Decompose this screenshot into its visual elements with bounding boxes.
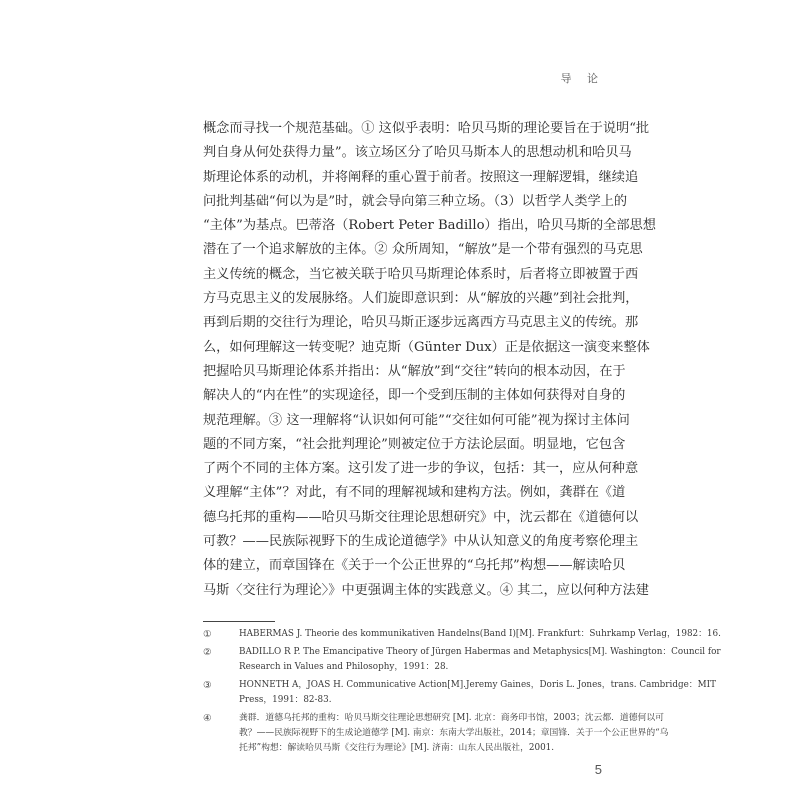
running-header: 导 论	[560, 72, 604, 85]
footnotes	[203, 627, 721, 759]
footnote-divider	[203, 621, 275, 622]
text-line: 题的不同方案，“社会批判理论”则被定位于方法论层面。明显地，它包含	[203, 436, 626, 452]
footnote-marker: ④	[203, 713, 212, 724]
footnote-text: 教？——民族际视野下的生成论道德学 [M]. 南京：东南大学出版社，2014；章国锋．关于一个公正世界的“乌	[239, 728, 669, 738]
page-number: 5	[594, 762, 602, 777]
text-line: 主义传统的概念，当它被关联于哈贝马斯理论体系时，后者将立即被置于西	[203, 266, 639, 282]
text-line: 再到后期的交往行为理论，哈贝马斯正逐步远离西方马克思主义的传统。那	[203, 315, 639, 331]
footnote-text: BADILLO R P. The Emancipative Theory of Jürgen Habermas and Metaphysics[M]. Washington：Council for	[239, 647, 721, 657]
footnote-1	[203, 627, 721, 642]
footnote-marker: ①	[203, 629, 212, 640]
text-line: 问批判基础“何以为是”时，就会导向第三种立场。（3）以哲学人类学上的	[203, 193, 628, 209]
footnote-marker: ②	[203, 647, 212, 658]
footnote-marker: ③	[203, 680, 212, 691]
text-line: 斯理论体系的动机，并将阐释的重心置于前者。按照这一理解逻辑，继续追	[203, 169, 639, 185]
text-line: 概念而寻找一个规范基础。① 这似乎表明：哈贝马斯的理论要旨在于说明“批	[203, 121, 650, 136]
main-text	[203, 117, 656, 603]
text-line: 潜在了一个追求解放的主体。② 众所周知，“解放”是一个带有强烈的马克思	[203, 242, 643, 258]
text-line: 德乌托邦的重构——哈贝马斯交往理论思想研究》中，沈云都在《道德何以	[203, 509, 639, 525]
footnote-3	[203, 678, 716, 708]
footnote-4	[203, 711, 669, 756]
text-line: 判自身从何处获得力量”。该立场区分了哈贝马斯本人的思想动机和哈贝马	[203, 145, 632, 161]
footnote-text: Press，1991：82-83.	[239, 695, 332, 705]
text-line: “主体”为基点。巴蒂洛（Robert Peter Badillo）指出，哈贝马斯的全部思想	[203, 218, 656, 234]
footnote-2	[203, 645, 721, 675]
text-line: 了两个不同的主体方案。这引发了进一步的争议，包括：其一，应从何种意	[203, 461, 639, 477]
text-line: 规范理解。③ 这一理解将“认识如何可能”“交往如何可能”视为探讨主体问	[203, 412, 630, 428]
text-line: 解决人的“内在性”的实现途径，即一个受到压制的主体如何获得对自身的	[203, 388, 626, 404]
text-line: 体的建立，而章国锋在《关于一个公正世界的“乌托邦”构想——解读哈贝	[203, 558, 626, 574]
footnote-text: HABERMAS J. Theorie des kommunikativen Handelns(Band I)[M]. Frankfurt：Suhrkamp Verlag，1982：16.	[239, 629, 721, 639]
text-line: 义理解“主体”？对此，有不同的理解视域和建构方法。例如，龚群在《道	[203, 485, 626, 501]
text-line: 么，如何理解这一转变呢？迪克斯（Günter Dux）正是依据这一演变来整体	[203, 339, 650, 355]
text-line: 马斯〈交往行为理论〉》中更强调主体的实践意义。④ 其二，应以何种方法建	[203, 582, 649, 598]
footnote-text: 托邦”构想：解读哈贝马斯《交往行为理论》[M]. 济南：山东人民出版社，2001.	[239, 743, 555, 753]
footnote-text: 龚群．道德乌托邦的重构：哈贝马斯交往理论思想研究 [M]. 北京：商务印书馆，2003；沈云都．道德何以可	[239, 713, 664, 723]
text-line: 可教？——民族际视野下的生成论道德学》中从认知意义的角度考察伦理主	[203, 534, 639, 550]
text-line: 把握哈贝马斯理论体系并指出：从“解放”到“交往”转向的根本动因，在于	[203, 363, 626, 379]
footnote-text: Research in Values and Philosophy，1991：28.	[239, 662, 449, 672]
text-line: 方马克思主义的发展脉络。人们旋即意识到：从“解放的兴趣”到社会批判，	[203, 291, 639, 307]
footnote-text: HONNETH A，JOAS H. Communicative Action[M].Jeremy Gaines，Doris L. Jones，trans. Cambridge：MIT	[239, 680, 716, 690]
